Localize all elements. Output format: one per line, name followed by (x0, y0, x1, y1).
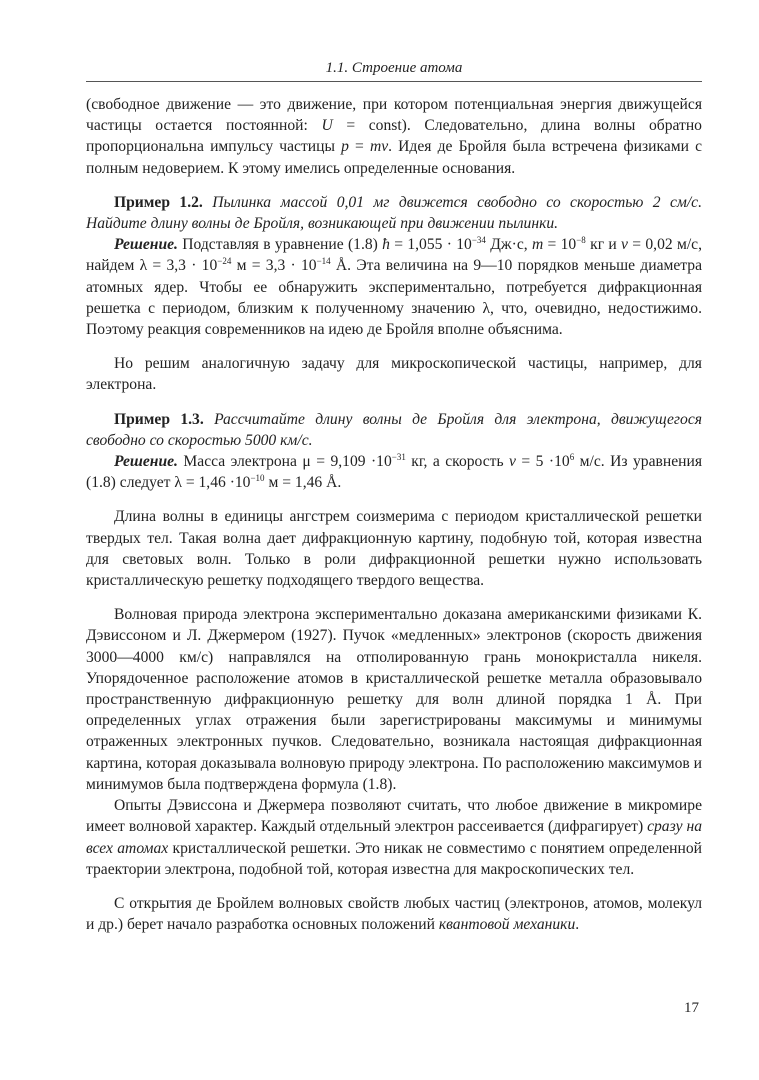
paragraph (86, 604, 702, 795)
superscript: −31 (391, 451, 406, 462)
emphasis-text: p (341, 138, 349, 156)
text-run: = (348, 138, 370, 156)
emphasis-text: Пример 1.2. (114, 193, 213, 211)
text-run: = 1,055 · 10 (389, 236, 472, 254)
text-run: Волновая природа электрона экспериментально доказана американскими физиками К. Дэвиссоном и Л. Джермером (1927). Пучок «медленных» электронов (скорость движения 3000—4000 км/с) направлялся на отполированную грань монокристалла никеля. Упорядоченное расположение атомов в кристаллической решетке металла образовывало пространственную дифракционную решетку для волн длиной порядка 1 Å. При определенных углах отражения были зарегистрированы максимумы и минимумы отраженных электронных пучков. Следовательно, возникала настоящая дифракционная картина, которая доказывала волновую природу электрона. По расположению максимумов и минимумов была подтверждена формула (1.8). (86, 606, 702, 793)
emphasis-text: Рассчитайте длину волны де Бройля для электрона, движущегося свободно со скоростью 5000 км/с. (86, 410, 702, 449)
paragraph (86, 506, 702, 591)
page-number: 17 (684, 1000, 699, 1016)
paragraph (86, 353, 702, 395)
text-run: . (575, 916, 580, 934)
paragraph (86, 94, 702, 179)
text-run: Длина волны в единицы ангстрем соизмерима с периодом кристаллической решетки твердых тел. Такая волна дает дифракционную картину, подобную той, которая известна для световых волн. Только в роли дифракционной решетки нужно использовать кристаллическую решетку подходящего твердого вещества. (86, 508, 702, 590)
running-header: 1.1. Строение атома (86, 60, 702, 82)
emphasis-text: Пример 1.3. (114, 410, 215, 428)
text-run: С открытия де Бройлем волновых свойств любых частиц (электронов, атомов, молекул и др.) берет начало разработка основных положений (86, 894, 702, 934)
emphasis-text: Решение. (114, 453, 178, 471)
text-run: кристаллической решетки. Это никак не совместимо с понятием определенной траектории электрона, подобной той, которая известна для макроскопических тел. (86, 839, 702, 878)
superscript: −14 (316, 256, 331, 267)
text-run: кг и (585, 236, 622, 254)
text-run: м = 1,46 Å. (264, 474, 342, 492)
emphasis-text: квантовой механики (438, 916, 576, 934)
paragraph (86, 234, 702, 340)
text-run: = 5 ·10 (515, 453, 570, 471)
paragraph (86, 795, 702, 880)
text-run: Но решим аналогичную задачу для микроскопической частицы, например, для электрона. (86, 355, 702, 394)
superscript: −34 (471, 235, 486, 246)
emphasis-text: Пылинка массой 0,01 мг движется свободно со скоростью 2 см/с. Найдите длину волны де Бройля, возникающей при движении пылинки. (86, 193, 702, 233)
text-run: Масса электрона μ = 9,109 ·10 (177, 453, 392, 471)
text-run: (свободное движение — это движение, при котором потенциальная энергия движущейся частицы остается постоянной: (86, 96, 702, 135)
emphasis-text: v (509, 453, 516, 471)
text-run: . Идея де Бройля была встречена физиками с полным недоверием. К этому имелись определенные основания. (86, 138, 702, 177)
text-run: = const). Следовательно, длина волны обратно пропорциональна импульсу частицы (86, 117, 702, 156)
text-run: Å. Эта величина на 9—10 порядков меньше диаметра атомных ядер. Чтобы ее обнаружить экспериментально, потребуется дифракционная решетка с периодом, близким к полученному значению λ, что, очевидно, недостижимо. Поэтому реакция современников на идею де Бройля вполне объяснима. (86, 257, 702, 339)
text-run: Подставляя в уравнение (1.8) (177, 236, 383, 254)
text-run: м = 3,3 · 10 (231, 257, 317, 275)
superscript: −10 (250, 473, 265, 484)
superscript: 6 (569, 451, 575, 462)
text-run: Дж·с, (485, 236, 532, 254)
emphasis-text: v (621, 236, 628, 254)
emphasis-text: сразу на всех атомах (86, 818, 702, 857)
paragraph (86, 409, 702, 451)
paragraph (86, 893, 702, 935)
paragraph (86, 192, 702, 234)
text-run: кг, а скорость (405, 453, 510, 471)
emphasis-text: U (321, 117, 333, 135)
text-run: = 10 (543, 236, 577, 254)
emphasis-text: ħ (382, 236, 390, 254)
text-run: = 0,02 м/с, найдем λ = 3,3 · 10 (86, 236, 702, 275)
page-body (86, 94, 702, 948)
text-run: Опыты Дэвиссона и Джермера позволяют считать, что любое движение в микромире имеет волновой характер. Каждый отдельный электрон рассеивается (дифрагирует) (86, 797, 702, 836)
paragraph (86, 451, 702, 493)
superscript: −8 (576, 235, 586, 246)
text-run: м/с. Из уравнения (1.8) следует λ = 1,46 ·10 (86, 453, 702, 492)
emphasis-text: mv (369, 138, 389, 156)
superscript: −24 (217, 256, 232, 267)
emphasis-text: m (531, 236, 544, 254)
emphasis-text: Решение. (114, 236, 178, 254)
